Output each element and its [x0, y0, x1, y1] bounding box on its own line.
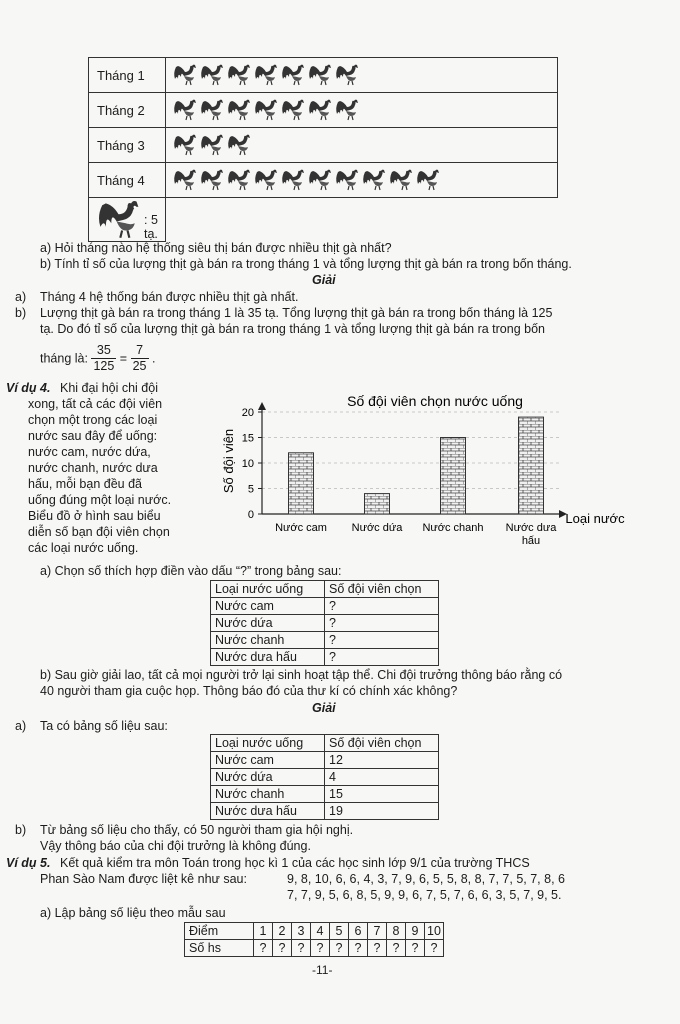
- pictograph-icons: [166, 163, 558, 198]
- grade-table-cell: 1: [254, 923, 273, 940]
- grade-table-cell: 5: [330, 923, 349, 940]
- rooster-icon: [280, 63, 306, 87]
- rooster-icon: [361, 168, 387, 192]
- answer2-b-line2: Vậy thông báo của chi đội trưởng là không đúng.: [40, 839, 311, 853]
- answer2-a: Ta có bảng số liệu sau:: [40, 719, 168, 733]
- table-row: [211, 632, 439, 649]
- example-4-text-line: Khi đại hội chi đội: [60, 381, 158, 395]
- chart-title: Số đội viên chọn nước uống: [347, 393, 523, 409]
- table-header-row: [211, 581, 439, 598]
- grade-table-cell: ?: [349, 940, 368, 957]
- example-4-text-line: chọn một trong các loại: [28, 413, 158, 427]
- rooster-icon: [172, 168, 198, 192]
- chart-bar: [441, 438, 466, 515]
- pictograph-month-label: Tháng 2: [89, 93, 166, 128]
- grade-table-cell: ?: [254, 940, 273, 957]
- chart-y-tick-label: 20: [241, 407, 254, 419]
- example-5-line2a: Phan Sào Nam được liệt kê như sau:: [40, 872, 247, 886]
- rooster-icon: [199, 133, 225, 157]
- grade-table-cell: 6: [349, 923, 368, 940]
- chart-y-tick-label: 5: [247, 483, 254, 496]
- rooster-icon: [226, 63, 252, 87]
- example-4-text-line: các loại nước uống.: [28, 541, 139, 555]
- grade-table-cell: 8: [387, 923, 406, 940]
- answer-b-line2: tạ. Do đó tỉ số của lượng thịt gà bán ra trong tháng 1 và tổng lượng thịt gà bán ra trong bốn: [40, 322, 545, 336]
- rooster-icon: [172, 98, 198, 122]
- fraction-denominator: 25: [132, 359, 147, 373]
- table-row: [211, 786, 439, 803]
- pictograph-icons: [166, 93, 558, 128]
- answer2-b-marker: b): [15, 823, 27, 837]
- example-5-line3: 7, 7, 9, 5, 6, 8, 5, 9, 9, 6, 7, 5, 7, 6, 6, 3, 5, 7, 9, 5.: [287, 888, 562, 902]
- table-cell: 19: [325, 803, 439, 820]
- example-4-text-line: nước cam, nước dứa,: [28, 445, 151, 459]
- rooster-icon: [253, 63, 279, 87]
- example-5-question-a: a) Lập bảng số liệu theo mẫu sau: [40, 906, 226, 920]
- table-row: [211, 769, 439, 786]
- example-4-question-b-line1: b) Sau giờ giải lao, tất cả mọi người trở lại sinh hoạt tập thể. Chi đội trưởng thông báo rằng có: [40, 668, 563, 682]
- solution-heading: Giải: [312, 273, 336, 287]
- rooster-icon: [226, 168, 252, 192]
- grade-table: [184, 922, 444, 957]
- example-4-text-line: nước chanh, nước dưa: [28, 461, 158, 475]
- grade-table-cell: ?: [273, 940, 292, 957]
- example-4-text-line: uống đúng một loại nước.: [28, 493, 172, 507]
- pictograph-row: [89, 58, 558, 93]
- pictograph-icons: [166, 128, 558, 163]
- chart-x-ticks: [275, 522, 557, 547]
- pictograph-month-label: Tháng 1: [89, 58, 166, 93]
- pictograph-legend-empty: [166, 198, 558, 242]
- rooster-icon: [280, 98, 306, 122]
- table-row: [211, 615, 439, 632]
- fraction-period: .: [151, 351, 156, 366]
- table-header-cell: Số đội viên chọn: [325, 735, 439, 752]
- rooster-icon: [172, 63, 198, 87]
- chart-x-axis-label: Loại nước: [565, 511, 625, 526]
- chart-x-tick-label: hấu: [521, 535, 541, 547]
- rooster-icon: [307, 63, 333, 87]
- grade-table-cell: 7: [368, 923, 387, 940]
- table-row: [211, 752, 439, 769]
- example-5-line1: Kết quả kiểm tra môn Toán trong học kì 1 của các học sinh lớp 9/1 của trường THCS: [60, 856, 530, 870]
- pictograph-row: [89, 128, 558, 163]
- fraction-denominator: 125: [93, 359, 115, 373]
- rooster-icon: [226, 133, 252, 157]
- grade-table-cell: ?: [368, 940, 387, 957]
- grade-table-cell: 2: [273, 923, 292, 940]
- answer2-a-marker: a): [15, 719, 27, 733]
- table-cell: 4: [325, 769, 439, 786]
- chart-bar: [519, 417, 544, 514]
- table-cell: Nước chanh: [211, 632, 325, 649]
- grade-table-header-cell: Điểm: [185, 923, 254, 940]
- answer-a-marker: a): [15, 290, 27, 304]
- example-4-text-line: hấu, mỗi bạn đều đã: [28, 477, 142, 491]
- example-4-question-a: a) Chọn số thích hợp điền vào dấu “?” trong bảng sau:: [40, 564, 342, 578]
- table-cell: Nước dưa hấu: [211, 649, 325, 666]
- chart-bar: [365, 494, 390, 514]
- rooster-icon: [307, 98, 333, 122]
- answer2-b-line1: Từ bảng số liệu cho thấy, có 50 người tham gia hội nghị.: [40, 823, 354, 837]
- rooster-icon: [253, 98, 279, 122]
- rooster-icon: [280, 168, 306, 192]
- table-cell: Nước dưa hấu: [211, 803, 325, 820]
- example-4-text-line: xong, tất cả các đội viên: [28, 397, 163, 411]
- fraction-numerator: 7: [131, 343, 149, 359]
- chart-y-axis-arrow: [258, 402, 266, 410]
- grade-table-cell: ?: [330, 940, 349, 957]
- table-cell: Nước cam: [211, 752, 325, 769]
- table-cell: Nước chanh: [211, 786, 325, 803]
- table-header-cell: Số đội viên chọn: [325, 581, 439, 598]
- rooster-icon: [415, 168, 441, 192]
- chart-y-tick-label: 0: [247, 509, 254, 521]
- table-cell: ?: [325, 598, 439, 615]
- table-row: [211, 598, 439, 615]
- example-4-text-line: nước sau đây để uống:: [28, 429, 158, 443]
- example-4-text-line: diễn số bạn đội viên chọn: [28, 525, 170, 539]
- rooster-icon: [334, 98, 360, 122]
- grade-table-cell: ?: [425, 940, 444, 957]
- pictograph-table: [88, 57, 558, 242]
- question-a: a) Hỏi tháng nào hệ thống siêu thị bán được nhiều thịt gà nhất?: [40, 241, 392, 255]
- example-4-question-b-line2: 40 người tham gia cuộc họp. Thông báo đó của thư kí có chính xác không?: [40, 684, 458, 698]
- table-cell: ?: [325, 649, 439, 666]
- table-cell: ?: [325, 632, 439, 649]
- table-cell: 12: [325, 752, 439, 769]
- chart-x-tick-label: Nước dứa: [351, 522, 403, 534]
- table-header-row: [211, 735, 439, 752]
- rooster-icon: [199, 63, 225, 87]
- example-5-line2b: 9, 8, 10, 6, 6, 4, 3, 7, 9, 6, 5, 5, 8, 8, 7, 7, 5, 7, 8, 6: [287, 872, 565, 886]
- answer-b-fraction-line: [40, 343, 155, 374]
- rooster-icon: [307, 168, 333, 192]
- answer-b-line3-prefix: tháng là:: [40, 351, 88, 366]
- table-cell: 15: [325, 786, 439, 803]
- rooster-icon: [388, 168, 414, 192]
- chart-x-tick-label: Nước dưa: [505, 522, 557, 534]
- grade-table-cell: 10: [425, 923, 444, 940]
- grade-table-row: [185, 940, 444, 957]
- table-unknown: [210, 580, 439, 666]
- grade-table-cell: ?: [387, 940, 406, 957]
- chart-y-ticks: [242, 407, 262, 521]
- table-answers: [210, 734, 439, 820]
- pictograph-icons: [166, 58, 558, 93]
- equals-sign: =: [119, 351, 128, 366]
- grade-table-cell: ?: [292, 940, 311, 957]
- grade-table-cell: 4: [311, 923, 330, 940]
- chart-y-axis-label: Số đội viên: [221, 428, 236, 494]
- example-4-text-line: Biểu đồ ở hình sau biểu: [28, 509, 161, 523]
- answer-a: Tháng 4 hệ thống bán được nhiều thịt gà nhất.: [40, 290, 299, 304]
- fraction-numerator: 35: [91, 343, 116, 359]
- example-5-label: Ví dụ 5.: [6, 856, 51, 870]
- pictograph-legend: [89, 198, 166, 242]
- solution-heading-2: Giải: [312, 701, 336, 715]
- example-4-label: Ví dụ 4.: [6, 381, 51, 395]
- question-b: b) Tính tỉ số của lượng thịt gà bán ra trong tháng 1 và tổng lượng thịt gà bán ra trong bốn tháng.: [40, 257, 572, 271]
- page-number: -11-: [312, 963, 333, 977]
- pictograph-row: [89, 163, 558, 198]
- pictograph-row: [89, 93, 558, 128]
- rooster-icon: [199, 168, 225, 192]
- bar-chart: [215, 388, 635, 553]
- pictograph-legend-text: : 5 tạ.: [144, 213, 158, 242]
- table-cell: ?: [325, 615, 439, 632]
- chart-bar: [289, 453, 314, 514]
- chart-x-tick-label: Nước chanh: [422, 522, 484, 534]
- grade-table-cell: ?: [311, 940, 330, 957]
- chart-y-tick-label: 10: [241, 458, 254, 470]
- rooster-icon: [226, 98, 252, 122]
- fraction-7-25: [131, 343, 149, 374]
- rooster-icon: [95, 198, 142, 241]
- grade-table-cell: 9: [406, 923, 425, 940]
- grade-table-row: [185, 923, 444, 940]
- pictograph-month-label: Tháng 3: [89, 128, 166, 163]
- table-cell: Nước dứa: [211, 615, 325, 632]
- table-row: [211, 649, 439, 666]
- table-row: [211, 803, 439, 820]
- fraction-35-125: [91, 343, 116, 374]
- table-cell: Nước dứa: [211, 769, 325, 786]
- grade-table-cell: ?: [406, 940, 425, 957]
- chart-y-tick-label: 15: [241, 432, 254, 445]
- pictograph-month-label: Tháng 4: [89, 163, 166, 198]
- rooster-icon: [334, 63, 360, 87]
- grade-table-cell: 3: [292, 923, 311, 940]
- chart-x-tick-label: Nước cam: [275, 522, 327, 534]
- rooster-icon: [199, 98, 225, 122]
- chart-bars: [289, 417, 544, 514]
- answer-b-marker: b): [15, 306, 27, 320]
- grade-table-header-cell: Số hs: [185, 940, 254, 957]
- rooster-icon: [253, 168, 279, 192]
- rooster-icon: [172, 133, 198, 157]
- rooster-icon: [334, 168, 360, 192]
- table-cell: Nước cam: [211, 598, 325, 615]
- table-header-cell: Loại nước uống: [211, 735, 325, 752]
- answer-b-line1: Lượng thịt gà bán ra trong tháng 1 là 35 tạ. Tổng lượng thịt gà bán ra trong bốn tháng là 125: [40, 306, 553, 320]
- table-header-cell: Loại nước uống: [211, 581, 325, 598]
